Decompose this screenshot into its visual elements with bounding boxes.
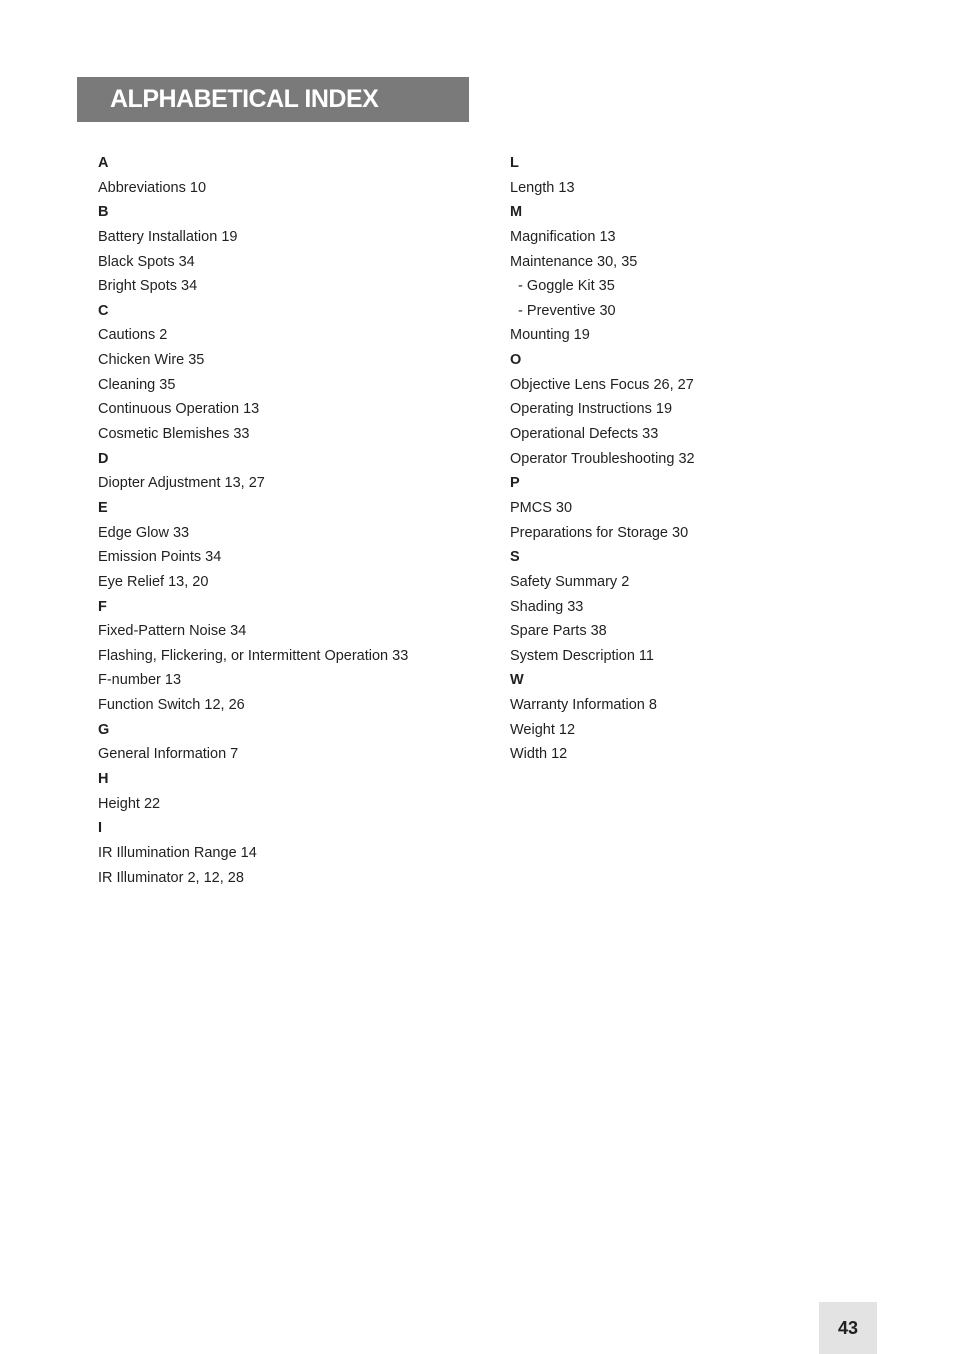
index-entry: Magnification 13 [510, 228, 616, 245]
index-entry: Height 22 [98, 795, 161, 812]
index-letter-heading: E [98, 499, 108, 516]
index-entry: Battery Installation 19 [98, 228, 238, 245]
index-entry: Shading 33 [510, 598, 584, 615]
index-entry: Operating Instructions 19 [510, 401, 673, 418]
index-entry: IR Illumination Range 14 [98, 844, 257, 861]
index-letter-heading: C [98, 302, 109, 319]
index-column-right [510, 151, 695, 767]
index-entry: Fixed-Pattern Noise 34 [98, 623, 247, 640]
index-entry: Eye Relief 13, 20 [98, 573, 209, 590]
index-entry: Abbreviations 10 [98, 179, 207, 196]
page-number-box [819, 1302, 877, 1354]
index-entry: Spare Parts 38 [510, 623, 607, 640]
index-letter-heading: P [510, 475, 520, 492]
index-letter-heading: D [98, 450, 109, 467]
index-letter-heading: M [510, 204, 523, 221]
index-letter-heading: A [98, 155, 109, 171]
index-entry: Black Spots 34 [98, 253, 195, 270]
index-entry: Operational Defects 33 [510, 426, 659, 443]
index-entry: IR Illuminator 2, 12, 28 [98, 869, 244, 886]
index-entry: System Description 11 [510, 647, 654, 664]
index-entry: General Information 7 [98, 746, 239, 763]
index-letter-heading: G [98, 721, 110, 738]
index-entry: PMCS 30 [510, 499, 573, 516]
index-entry: Cautions 2 [98, 327, 168, 344]
index-entry: Maintenance 30, 35 [510, 253, 638, 270]
index-column-left [98, 151, 408, 890]
index-entry: Width 12 [510, 746, 568, 763]
title-banner [77, 77, 469, 122]
index-entry: Safety Summary 2 [510, 573, 630, 590]
index-entry: Cosmetic Blemishes 33 [98, 426, 250, 443]
index-entry: Cleaning 35 [98, 376, 176, 393]
index-letter-heading: L [510, 155, 519, 171]
index-entry: F-number 13 [98, 672, 182, 689]
index-entry: Chicken Wire 35 [98, 352, 205, 369]
index-entry: Diopter Adjustment 13, 27 [98, 475, 265, 492]
index-letter-heading: H [98, 771, 109, 788]
index-entry: - Goggle Kit 35 [510, 278, 615, 295]
index-letter-heading: F [98, 598, 107, 615]
index-entry: Weight 12 [510, 721, 576, 738]
page-title: ALPHABETICAL INDEX [110, 85, 379, 113]
index-entry: Length 13 [510, 179, 575, 196]
index-letter-heading: O [510, 352, 522, 369]
index-entry: Flashing, Flickering, or Intermittent Operation 33 [98, 647, 409, 664]
index-entry: Function Switch 12, 26 [98, 697, 245, 714]
page-number: 43 [837, 1317, 859, 1338]
index-entry: Bright Spots 34 [98, 278, 198, 295]
index-entry: Emission Points 34 [98, 549, 222, 566]
index-entry: Objective Lens Focus 26, 27 [510, 376, 694, 393]
index-entry: Warranty Information 8 [510, 697, 657, 714]
index-entry: Operator Troubleshooting 32 [510, 450, 695, 467]
index-letter-heading: I [98, 820, 103, 837]
index-entry: Mounting 19 [510, 327, 590, 344]
index-entry: Continuous Operation 13 [98, 401, 260, 418]
index-entry: Edge Glow 33 [98, 524, 190, 541]
index-letter-heading: B [98, 204, 109, 221]
index-entry: Preparations for Storage 30 [510, 524, 689, 541]
index-letter-heading: W [510, 672, 524, 689]
index-letter-heading: S [510, 549, 520, 566]
index-entry: - Preventive 30 [510, 302, 616, 319]
